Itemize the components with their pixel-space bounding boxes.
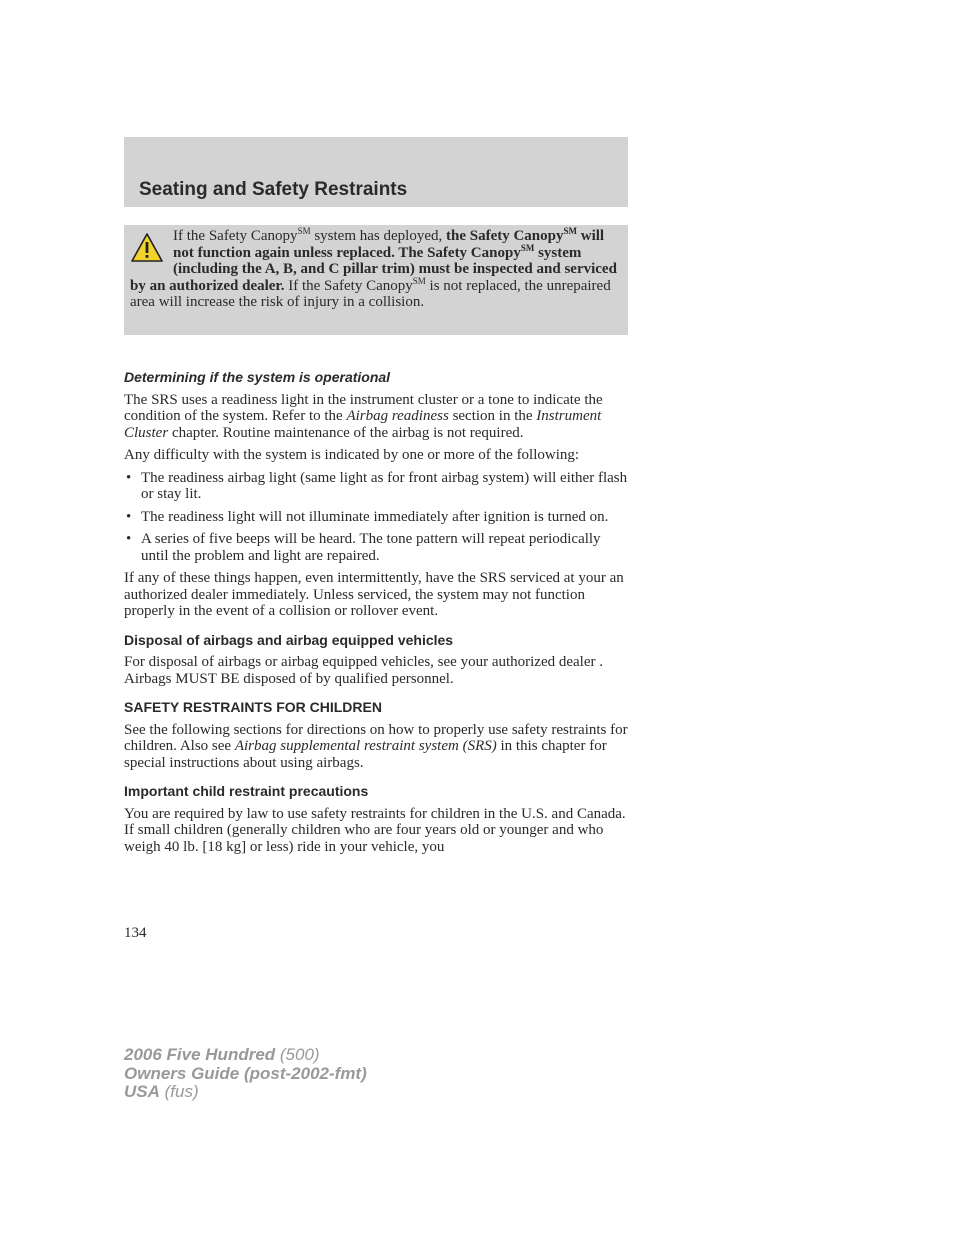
- footer-market-code: (fus): [159, 1082, 199, 1101]
- footer-guide: Owners Guide (post-2002-fmt): [124, 1063, 367, 1083]
- service-mark: SM: [297, 226, 311, 236]
- paragraph: If any of these things happen, even intermittently, have the SRS serviced at your an authorized dealer immediately. Unless serviced, the system may not function properly in the event of a collision or rollover event.: [124, 570, 624, 619]
- text: in this chapter for special instructions about using airbags.: [124, 738, 607, 771]
- warning-text-2: system has deployed,: [310, 228, 446, 244]
- warning-box: [124, 225, 628, 335]
- footer-market: USA: [124, 1082, 160, 1101]
- list-item: • A series of five beeps will be heard. The tone pattern will repeat periodically until the problem and light are repaired.: [124, 531, 628, 564]
- paragraph: You are required by law to use safety restraints for children in the U.S. and Canada. If small children (generally children who are four years old or younger and who weigh 40 lb. [18 kg] or less) ride in your vehicle, you: [124, 805, 626, 855]
- paragraph: [124, 392, 628, 442]
- service-mark: SM: [563, 226, 577, 236]
- footer-model: 2006 Five Hundred: [124, 1045, 276, 1064]
- text: chapter. Routine maintenance of the airbag is not required.: [168, 424, 524, 441]
- footer: [124, 1046, 367, 1102]
- warning-triangle-icon: [130, 232, 164, 264]
- footer-line: [124, 1065, 367, 1084]
- section-heading-children: SAFETY RESTRAINTS FOR CHILDREN: [124, 699, 382, 715]
- cross-reference: Airbag supplemental restraint system (SRS): [234, 738, 497, 754]
- cross-reference: Instrument Cluster: [124, 408, 602, 441]
- page-title: Seating and Safety Restraints: [139, 179, 408, 200]
- bullet-list: [124, 470, 628, 565]
- text: See the following sections for directions on how to properly use safety restraints for children. Also see: [124, 721, 628, 754]
- warning-bold-1: the Safety Canopy: [445, 228, 564, 244]
- section-heading-operational: Determining if the system is operational: [124, 369, 391, 385]
- warning-text-3: If the Safety Canopy: [284, 277, 413, 294]
- warning-bold-2: will not function again unless replaced. The Safety Canopy: [173, 228, 605, 261]
- header-band: [124, 137, 628, 207]
- paragraph: Any difficulty with the system is indicated by one or more of the following:: [124, 447, 580, 463]
- section-heading-precautions: Important child restraint precautions: [124, 783, 369, 799]
- paragraph: [124, 722, 628, 772]
- footer-model-code: (500): [275, 1045, 320, 1064]
- paragraph: For disposal of airbags or airbag equipped vehicles, see your authorized dealer . Airbags MUST BE disposed of by qualified personnel.: [124, 654, 604, 687]
- warning-text-4: is not replaced, the unrepaired area will increase the risk of injury in a collision.: [130, 277, 611, 310]
- service-mark: SM: [520, 242, 535, 253]
- page-number: 134: [124, 925, 147, 941]
- main-content: [124, 369, 628, 861]
- warning-bold-3: system (including the A, B, and C pillar trim) must be inspected and serviced by an authorized dealer.: [130, 244, 617, 294]
- cross-reference: Airbag readiness: [346, 408, 449, 424]
- text: The SRS uses a readiness light in the instrument cluster or a tone to indicate the condition of the system. Refer to the: [124, 391, 603, 424]
- list-item: • The readiness light will not illuminate immediately after ignition is turned on.: [124, 509, 628, 526]
- section-heading-disposal: Disposal of airbags and airbag equipped vehicles: [124, 631, 454, 648]
- footer-line: [124, 1046, 367, 1065]
- text: section in the: [448, 408, 537, 424]
- service-mark: SM: [412, 275, 426, 286]
- warning-text-1: If the Safety Canopy: [173, 228, 298, 244]
- list-item: • The readiness airbag light (same light as for front airbag system) will either flash or stay lit.: [124, 470, 628, 503]
- footer-line: [124, 1083, 367, 1102]
